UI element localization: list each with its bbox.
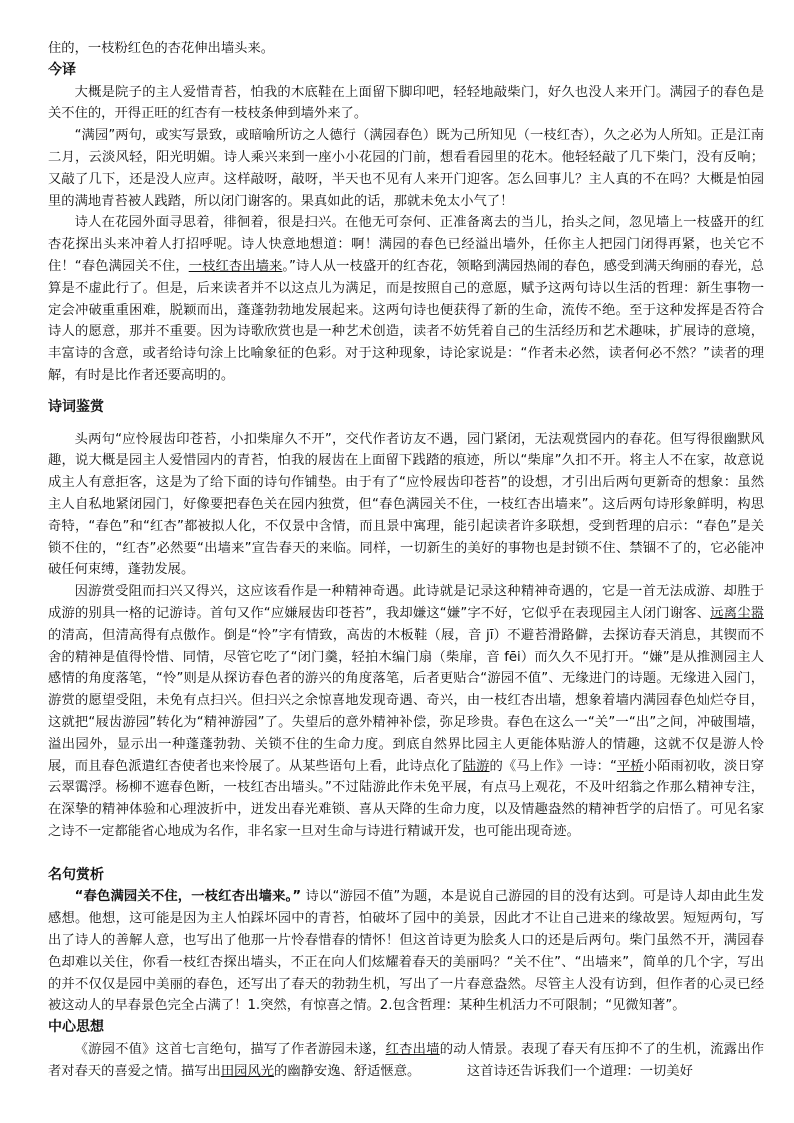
appreciation-p2-text-d: 小陌雨初收，淡日穿云翠霭浮。杨柳不遮春色断，一枝红杏出墙头。”不过陆游此作未免平展，有点马上观花，不及叶绍翁之作那么精神专注，在深挚的精神体验和心理波折中，迸发出春光难锁、喜从天降的生命力度，以及情趣盎然的精神哲学的启悟了。可见名家之诗不一定都能省心地成为名作，非名家一旦对生命与诗进行精诚开发，也可能出现奇迹。: [48, 758, 765, 839]
appreciation-p2-text-a: 因游赏受阻而扫兴又得兴，这应该看作是一种精神奇遇。此诗就是记录这种精神奇遇的，它是一首无法成游、却胜于成游的别具一格的记游诗。首句又作“应嫌屐齿印苍苔”，我却嫌这“嫌”字不好，它似乎在表现园主人闭门谢客、: [48, 584, 764, 621]
lead-line: 住的，一枝粉红色的杏花伸出墙头来。: [48, 41, 275, 56]
famous-line-body: 诗以“游园不值”为题，本是说自己游园的目的没有达到。可是诗人却由此生发感想。他想，这可能是因为主人怕踩坏园中的青苔，怕破坏了园中的美景，因此才不让自己进来的缘故罢。短短两句，写出了诗人的善解人意，也写出了他那一片怜春惜春的情怀！但这首诗更为脍炙人口的还是后两句。柴门虽然不开，满园春色却难以关住，你看一枝红杏探出墙头，不正在向人们炫耀着春天的美丽吗？“关不住”、“出墙来”，简单的几个字，写出的并不仅仅是园中美丽的春色，还写出了春天的勃勃生机，写出了一片春意盎然。尽管主人没有访到，但作者的心灵已经被这动人的早春景色完全占满了！1.突然，有惊喜之情。2.包含哲理：某种生机活力不可限制；“见微知著”。: [48, 889, 764, 1014]
famous-line-quote: “春色满园关不住，一枝红杏出墙来。”: [74, 889, 302, 905]
appreciation-p2-text-b: 的清高，但清高得有点傲作。倒是“怜”字有情致，高齿的木板鞋（屐，音 jī）不避苔滑路僻，去探访春天消息，其锲而不舍的精神是值得怜惜、同情，尽管它吃了“闭门羹，轻拍木编门扇（柴扉，音 fēi）而久久不见打开。“嫌”是从推测园主人感情的角度落笔，“怜”则是从探访春色者的游兴的角度落笔，后者更贴合“游园不值”、无缘进门的诗题。无缘进入园门，游赏的愿望受阻，未免有点扫兴。但扫兴之余惊喜地发现奇遇、奇兴，由一枝红杏出墙，想象着墙内满园春色灿烂夺目，这就把“屐齿游园”转化为“精神游园”了。失望后的意外精神补偿，弥足珍贵。春色在这么一“关”一“出”之间，冲破围墙，溢出园外，显示出一种蓬蓬勃勃、关锁不住的生命力度。到底自然界比园主人更能体贴游人的情趣，这就不仅是游人怜展，而且春色派遣红杏使者也来怜展了。从某些语句上看，此诗点化了: [48, 627, 764, 774]
central-idea-heading: 中心思想: [48, 1019, 104, 1036]
translation-p3-text-b: 。”诗人从一枝盛开的红杏花，领略到满园热闹的春色，感受到满天绚丽的春光，总算是不虚此行了。但是，后来读者并不以这点儿为满足，而是按照自己的意愿，赋予这两句诗以生活的哲理：新生事物一定会冲破重重困难，脱颖而出，蓬蓬勃勃地发展起来。这两句诗也便获得了新的生命，流传不绝。至于这种发挥是否符合诗人的愿意，那并不重要。因为诗歌欣赏也是一种艺术创造，读者不妨凭着自己的生活经历和艺术趣味，扩展诗的意境，丰富诗的含意，或者给诗句涂上比喻象征的色彩。对于这种现象，诗论家说是：“作者未必然，读者何必不然？”读者的理解，有时是比作者还要高明的。: [48, 258, 765, 383]
underlined-link-term: 陆游: [462, 758, 490, 774]
translation-heading: 今译: [48, 61, 76, 78]
underlined-link-term: 平桥: [616, 758, 644, 774]
underlined-link-term: 远离尘嚣: [710, 605, 764, 621]
central-idea-text-b: 的动人情景。表现了春天有压抑不了的生机，流露出作者对春天的喜爱之情。描写出: [48, 1042, 765, 1079]
translation-paragraph-2: “满园”两句，或实写景致，或暗喻所访之人德行（满园春色）既为己所知见（一枝红杏），久之必为人所知。正是江南二月，云淡风轻，阳光明媚。诗人乘兴来到一座小小花园的门前，想看看园里的花木。他轻轻敲了几下柴门，没有反响；又敲了几下，还是没人应声。这样敲呀，敲呀，半天也不见有人来开门迎客。怎么回事儿？主人真的不在吗？大概是怕园里的满地青苔被人践踏，所以闭门谢客的。果真如此的话，那就未免太小气了！: [48, 128, 764, 209]
central-idea-paragraph: [48, 1039, 764, 1083]
central-idea-text-a: 《游园不值》这首七言绝句，描写了作者游园未遂，: [74, 1042, 386, 1058]
underlined-link-term: 红杏出墙: [385, 1042, 440, 1058]
famous-line-heading: 名句赏析: [48, 866, 104, 883]
document-page: [48, 38, 764, 1083]
translation-paragraph-1: 大概是院子的主人爱惜青苔，怕我的木底鞋在上面留下脚印吧，轻轻地敲柴门，好久也没人来开门。满园子的春色是关不住的，开得正旺的红杏有一枝枝条伸到墙外来了。: [48, 84, 764, 122]
central-idea-text-d: 这首诗还告诉我们一个道理：一切美好: [466, 1063, 693, 1079]
underlined-link-term: 田园风光: [220, 1063, 275, 1079]
translation-paragraph-3: [48, 212, 764, 386]
famous-line-paragraph: [48, 886, 764, 1017]
appreciation-p2-text-c: 的《马上作》一诗：“: [489, 758, 617, 774]
central-idea-text-c: 的幽静安逸、舒适惬意。: [274, 1063, 414, 1079]
appreciation-heading: 诗词鉴赏: [48, 398, 104, 415]
translation-p3-text-a: 诗人在花园外面寻思着，徘徊着，很是扫兴。在他无可奈何、正准备离去的当儿，抬头之间，忽见墙上一枝盛开的红杏花探出头来冲着人打招呼呢。诗人快意地想道：啊！满园的春色已经溢出墙外，任你主人把园门闭得再紧，也关它不住！“春色满园关不住，: [48, 215, 764, 274]
appreciation-paragraph-2: [48, 581, 764, 843]
underlined-phrase: 一枝红杏出墙来: [188, 258, 283, 274]
appreciation-paragraph-1: 头两句“应怜屐齿印苍苔，小扣柴扉久不开”，交代作者访友不遇，园门紧闭，无法观赏园内的春花。但写得很幽默风趣，说大概是园主人爱惜园内的青苔，怕我的屐齿在上面留下践踏的痕迹，所以“柴扉”久扣不开。将主人不在家，故意说成主人有意拒客，这是为了给下面的诗句作铺垫。由于有了“应怜屐齿印苍苔”的设想，才引出后两句更新奇的想象：虽然主人自私地紧闭园门，好像要把春色关在园内独赏，但“春色满园关不住，一枝红杏出墙来”。这后两句诗形象鲜明，构思奇特，“春色”和“红杏”都被拟人化，不仅景中含情，而且景中寓理，能引起读者许多联想，受到哲理的启示：“春色”是关锁不住的，“红杏”必然要“出墙来”宣告春天的来临。同样，一切新生的美好的事物也是封锁不住、禁锢不了的，它必能冲破任何束缚，蓬勃发展。: [48, 431, 764, 578]
